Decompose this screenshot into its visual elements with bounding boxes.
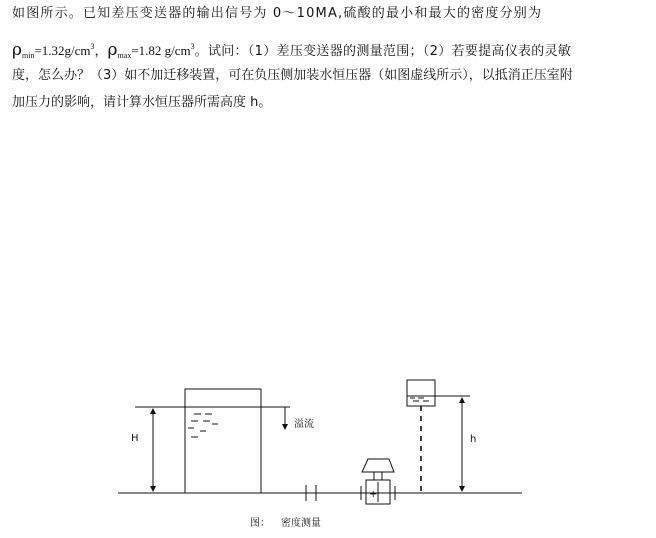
overflow-label: 溢流 [294, 419, 314, 430]
rho-max-value: =1.82 g/cm [131, 43, 191, 58]
transmitter-neck [374, 472, 382, 480]
H-arrow-top [150, 408, 156, 414]
overflow-arrowhead [282, 424, 288, 430]
water-vessel-liquid-marks [410, 398, 429, 401]
cube-superscript-2: 3 [190, 42, 195, 51]
h-label: h [470, 434, 477, 445]
question-line-1: 如图所示。已知差压变送器的输出信号为 0～10MA,硫酸的最小和最大的密度分别为 [12, 6, 543, 21]
rho-symbol-min: ρ [12, 40, 22, 60]
rho-min-value: =1.32g/cm [34, 43, 91, 58]
separator: ， [94, 44, 108, 59]
water-vessel [407, 380, 435, 406]
rho-min-subscript: min [22, 51, 35, 60]
question-line-2-text: 。试问：（1）差压变送器的测量范围；（2）若要提高仪表的灵敏 [194, 44, 572, 59]
minus-label: - [381, 488, 385, 499]
plus-label: + [369, 489, 378, 500]
figure-caption-title: 密度测量 [281, 518, 321, 529]
cube-superscript-1: 3 [90, 42, 95, 51]
rho-max-subscript: max [117, 51, 132, 60]
question-line-4: 加压力的影响，请计算水恒压器所需高度 h。 [12, 95, 272, 110]
question-line-3: 度，怎么办？（3）如不加迁移装置，可在负压侧加装水恒压器（如图虚线所示），以抵消正压室附 [12, 68, 573, 83]
H-label: H [131, 433, 139, 444]
H-arrow-bottom [150, 486, 156, 492]
h-arrow-top [459, 397, 465, 403]
rho-symbol-max: ρ [107, 40, 118, 60]
transmitter-head [362, 459, 394, 472]
h-arrow-bottom [459, 486, 465, 492]
liquid-marks [188, 414, 218, 437]
figure-caption-prefix: 图： [250, 518, 270, 529]
main-tank [185, 389, 261, 493]
